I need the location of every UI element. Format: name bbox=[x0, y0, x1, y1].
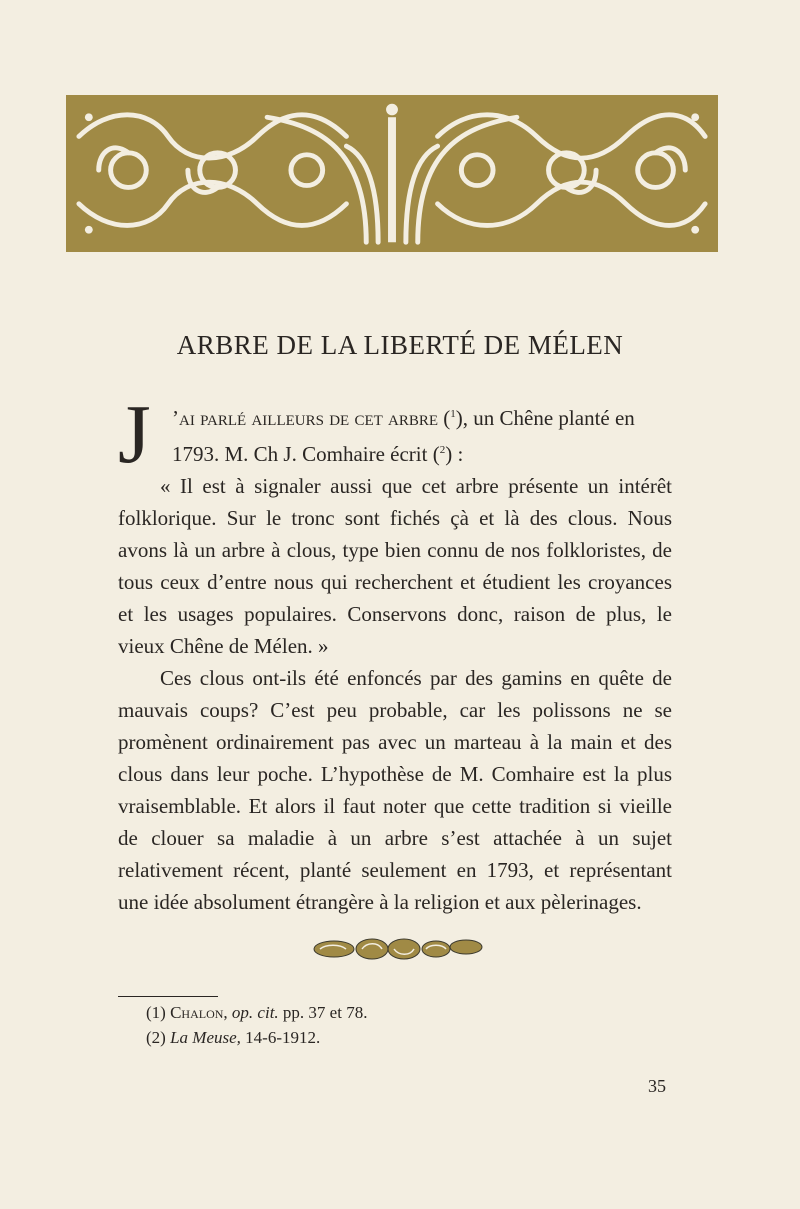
page-title: ARBRE DE LA LIBERTÉ DE MÉLEN bbox=[176, 330, 624, 360]
page-number: 35 bbox=[648, 1076, 666, 1096]
ornamental-headpiece bbox=[66, 95, 718, 252]
opening-line-1: ’ai parlé ailleurs de cet arbre ($^1$), un Chêne planté en bbox=[172, 406, 635, 430]
footnote-2: (2) La Meuse, 14-6-1912. bbox=[146, 1028, 321, 1047]
footnote-1: (1) Chalon, op. cit. pp. 37 et 78. bbox=[146, 1003, 368, 1022]
discussion-paragraph: Ces clous ont-ils été enfoncés par des gamins en quête de mauvais coups? C’est peu probable, car les polissons ne se promènent ordinairement pas avec un marteau à la main et des clous dans leur poche. L’hypothèse de M. Comhaire est la plus vraisemblable. Et alors il faut noter que cette tradition si vieille de clouer sa maladie à un arbre s’est attachée à un sujet relativement récent, planté seulement en 1793, et représentant une idée absolument étrangère à la religion et aux pèlerinages. bbox=[118, 666, 672, 914]
footnote-separator bbox=[118, 996, 218, 997]
drop-cap: J bbox=[118, 388, 151, 481]
body-text bbox=[118, 388, 672, 918]
opening-paragraph bbox=[118, 388, 672, 481]
footnotes bbox=[146, 1000, 666, 1050]
headpiece-ornament-icon bbox=[69, 98, 715, 249]
quote-paragraph: « Il est à signaler aussi que cet arbre présente un intérêt folklorique. Sur le tronc sont fichés çà et là des clous. Nous avons là un arbre à clous, type bien connu de nos folkloristes, de tous ceux d’entre nous qui recherchent et étudient les croyances et les usages populaires. Conservons donc, raison de plus, le vieux Chêne de Mélen. » bbox=[118, 474, 672, 658]
fleuron-ornament-icon bbox=[312, 936, 486, 962]
opening-line-2: 1793. M. Ch J. Comhaire écrit ($^2$) : bbox=[172, 442, 464, 466]
